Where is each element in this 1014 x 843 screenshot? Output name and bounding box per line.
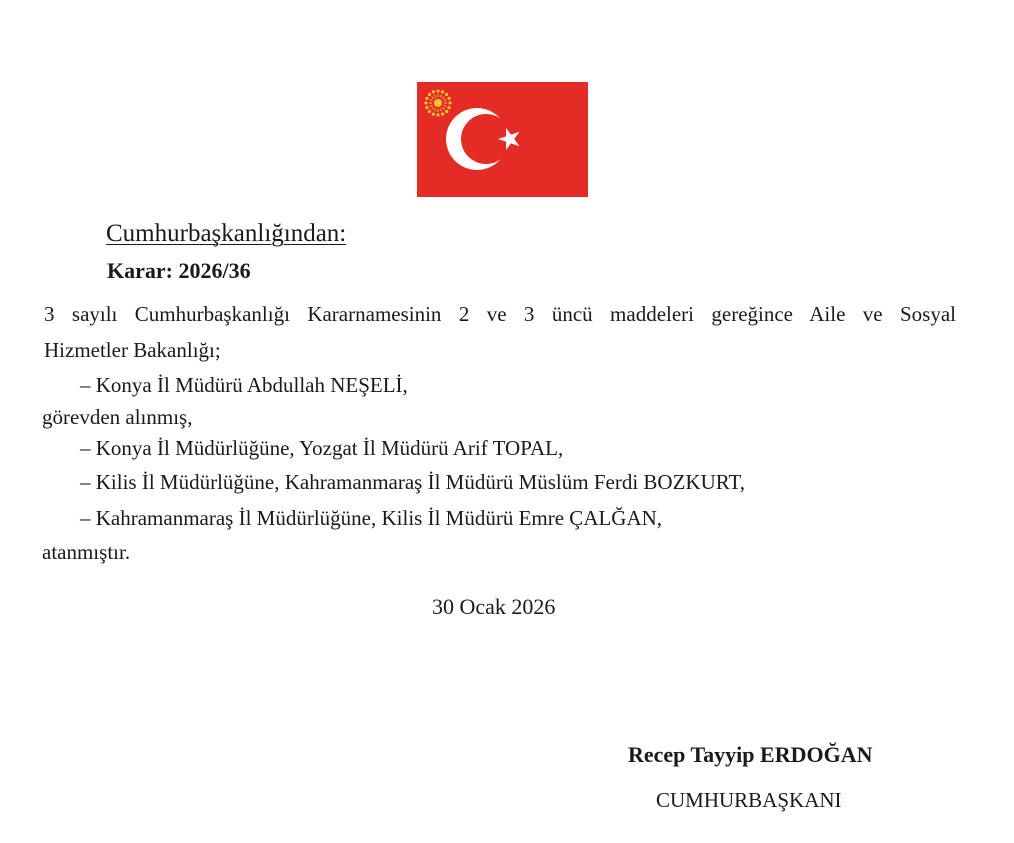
intro-text-line-1: 3 sayılı Cumhurbaşkanlığı Kararnamesinin 2 ve 3 üncü maddeleri gereğince Aile ve Sosyal bbox=[44, 302, 956, 326]
appointed-label: atanmıştır. bbox=[42, 540, 131, 564]
dismissed-label: görevden alınmış, bbox=[42, 405, 193, 429]
intro-text-line-2: Hizmetler Bakanlığı; bbox=[44, 338, 221, 362]
appointed-item: – Konya İl Müdürlüğüne, Yozgat İl Müdürü Arif TOPAL, bbox=[80, 436, 564, 460]
dismissed-item: – Konya İl Müdürü Abdullah NEŞELİ, bbox=[80, 373, 408, 397]
turkish-flag-icon bbox=[417, 82, 588, 197]
decree-date: 30 Ocak 2026 bbox=[432, 594, 556, 619]
issuer-heading: Cumhurbaşkanlığından: bbox=[106, 220, 347, 247]
signer-name: Recep Tayyip ERDOĞAN bbox=[628, 742, 873, 767]
signer-title: CUMHURBAŞKANI bbox=[656, 788, 842, 812]
appointed-item: – Kilis İl Müdürlüğüne, Kahramanmaraş İl Müdürü Müslüm Ferdi BOZKURT, bbox=[80, 470, 746, 494]
appointed-item: – Kahramanmaraş İl Müdürlüğüne, Kilis İl Müdürü Emre ÇALĞAN, bbox=[80, 506, 663, 530]
decision-number: Karar: 2026/36 bbox=[107, 258, 251, 283]
flag-graphic bbox=[417, 82, 588, 197]
